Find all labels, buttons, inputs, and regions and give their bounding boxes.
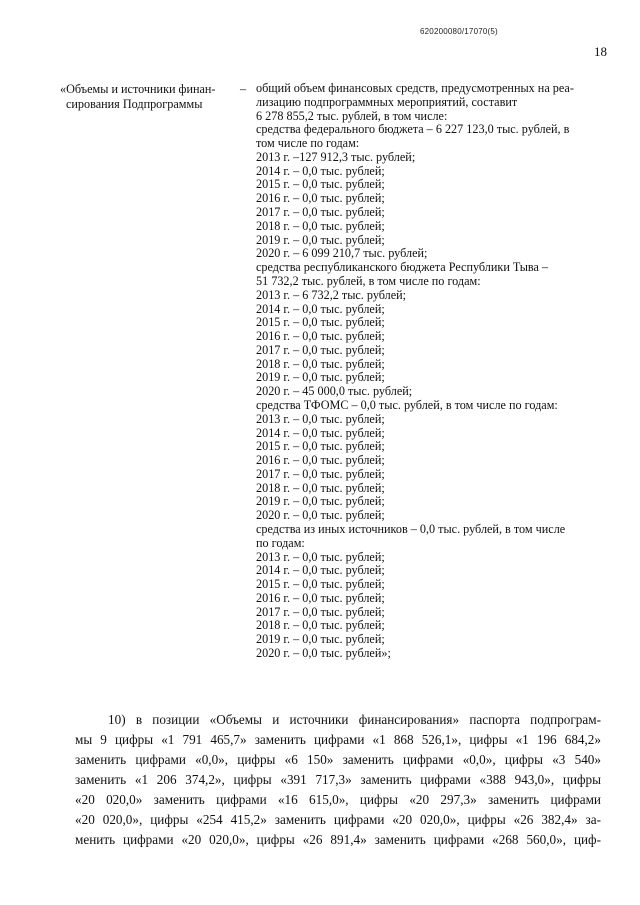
funding-line: по годам: xyxy=(256,535,305,550)
funding-line: 2017 г. – 0,0 тыс. рублей; xyxy=(256,342,385,357)
funding-line: 2015 г. – 0,0 тыс. рублей; xyxy=(256,177,385,192)
section-title xyxy=(60,82,240,111)
paragraph-line: заменить цифрами «0,0», цифры «6 150» заменить цифрами «0,0», цифры «3 540» xyxy=(75,752,601,767)
funding-line: 2016 г. – 0,0 тыс. рублей; xyxy=(256,453,385,468)
paragraph-line: менить цифрами «20 020,0», цифры «26 891,4» заменить цифрами «268 560,0», циф- xyxy=(75,832,601,847)
paragraph-line: заменить «1 206 374,2», цифры «391 717,3» заменить цифрами «388 943,0», цифры xyxy=(75,772,601,787)
funding-line: 2018 г. – 0,0 тыс. рублей; xyxy=(256,480,385,495)
funding-line: 2020 г. – 0,0 тыс. рублей; xyxy=(256,508,385,523)
funding-line: том числе по годам: xyxy=(256,136,360,151)
funding-line: 2014 г. – 0,0 тыс. рублей; xyxy=(256,301,385,316)
paragraph-line: «20 020,0», цифры «254 415,2» заменить цифрами «20 020,0», цифры «26 382,4» за- xyxy=(75,812,601,827)
section-title-line: «Объемы и источники финан- xyxy=(60,82,216,96)
funding-line: 2016 г. – 0,0 тыс. рублей; xyxy=(256,329,385,344)
paragraph-line: мы 9 цифры «1 791 465,7» заменить цифрами «1 868 526,1», цифры «1 196 684,2» xyxy=(75,732,601,747)
funding-line: 2013 г. – 6 732,2 тыс. рублей; xyxy=(256,287,407,302)
funding-line: средства республиканского бюджета Республики Тыва – xyxy=(256,260,549,275)
funding-line: 2017 г. – 0,0 тыс. рублей; xyxy=(256,466,385,481)
funding-line: 2019 г. – 0,0 тыс. рублей; xyxy=(256,232,385,247)
funding-line: 2016 г. – 0,0 тыс. рублей; xyxy=(256,191,385,206)
funding-details xyxy=(256,82,601,661)
funding-line: 2018 г. – 0,0 тыс. рублей; xyxy=(256,356,385,371)
funding-line: 2015 г. – 0,0 тыс. рублей; xyxy=(256,315,385,330)
funding-line: 2020 г. – 45 000,0 тыс. рублей; xyxy=(256,384,413,399)
funding-line: 2014 г. – 0,0 тыс. рублей; xyxy=(256,163,385,178)
funding-line: 2015 г. – 0,0 тыс. рублей; xyxy=(256,577,385,592)
funding-line: средства из иных источников – 0,0 тыс. рублей, в том числе xyxy=(256,522,566,536)
funding-line: 2015 г. – 0,0 тыс. рублей; xyxy=(256,439,385,454)
funding-line: 51 732,2 тыс. рублей, в том числе по годам: xyxy=(256,273,481,288)
funding-line: 2013 г. –127 912,3 тыс. рублей; xyxy=(256,149,416,164)
funding-line: 2017 г. – 0,0 тыс. рублей; xyxy=(256,604,385,619)
funding-line: 2013 г. – 0,0 тыс. рублей; xyxy=(256,549,385,564)
funding-line: 2013 г. – 0,0 тыс. рублей; xyxy=(256,411,385,426)
funding-line: 2020 г. – 0,0 тыс. рублей»; xyxy=(256,646,391,661)
amendment-paragraph xyxy=(75,710,601,850)
paragraph-line: «20 020,0» заменить цифрами «16 615,0», цифры «20 297,3» заменить цифрами xyxy=(75,792,601,807)
funding-line: 2014 г. – 0,0 тыс. рублей; xyxy=(256,425,385,440)
funding-line: 2019 г. – 0,0 тыс. рублей; xyxy=(256,370,385,385)
funding-line: 2019 г. – 0,0 тыс. рублей; xyxy=(256,632,385,647)
funding-line: 2020 г. – 6 099 210,7 тыс. рублей; xyxy=(256,246,428,261)
section-title-line: сирования Подпрограммы xyxy=(66,96,203,111)
document-code: 620200080/17070(5) xyxy=(420,27,498,36)
funding-line: 6 278 855,2 тыс. рублей, в том числе: xyxy=(256,108,448,123)
funding-line: 2014 г. – 0,0 тыс. рублей; xyxy=(256,563,385,578)
separator-dash: – xyxy=(240,82,247,96)
funding-line: лизацию подпрограммных мероприятий, составит xyxy=(256,94,518,109)
paragraph-line: 10) в позиции «Объемы и источники финансирования» паспорта подпрограм- xyxy=(108,712,601,727)
funding-line: 2016 г. – 0,0 тыс. рублей; xyxy=(256,590,385,605)
funding-line: 2018 г. – 0,0 тыс. рублей; xyxy=(256,218,385,233)
funding-line: 2018 г. – 0,0 тыс. рублей; xyxy=(256,618,385,633)
funding-line: средства федерального бюджета – 6 227 123,0 тыс. рублей, в xyxy=(256,122,570,137)
funding-line: 2019 г. – 0,0 тыс. рублей; xyxy=(256,494,385,509)
funding-line: средства ТФОМС – 0,0 тыс. рублей, в том числе по годам: xyxy=(256,397,558,412)
funding-line: общий объем финансовых средств, предусмотренных на реа- xyxy=(256,81,574,95)
page-number: 18 xyxy=(594,44,607,59)
funding-line: 2017 г. – 0,0 тыс. рублей; xyxy=(256,205,385,220)
